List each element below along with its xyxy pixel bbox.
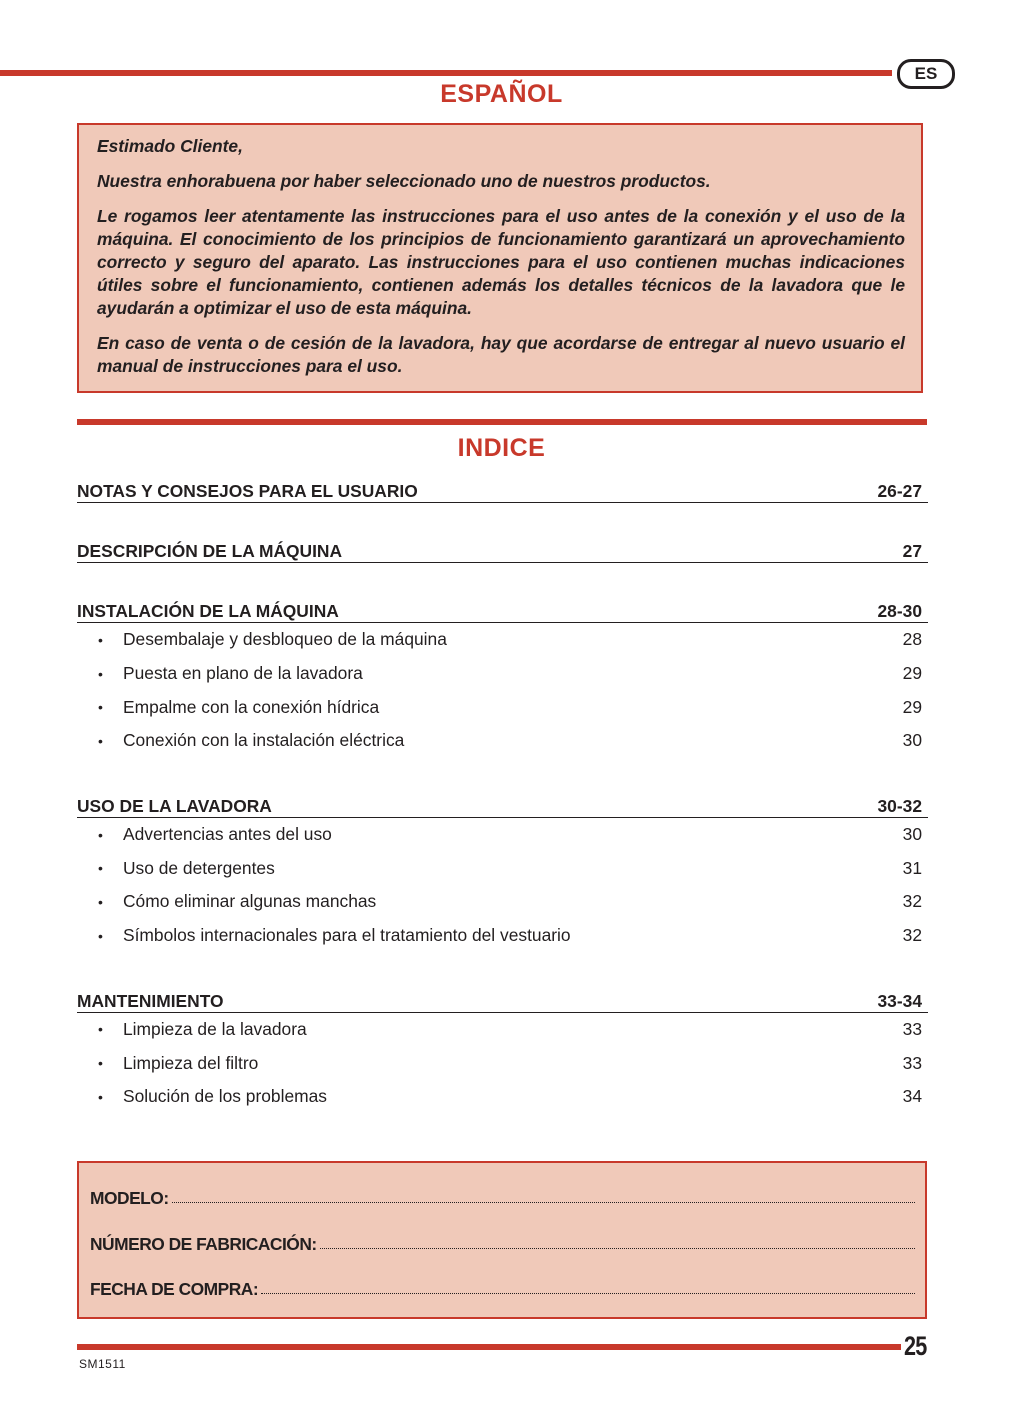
item-page: 33 <box>902 1018 922 1039</box>
page-number: 25 <box>904 1331 927 1361</box>
index-section <box>77 477 928 503</box>
serial-field <box>90 1229 915 1255</box>
intro-resale: En caso de venta o de cesión de la lavadora, hay que acordarse de entregar al nuevo usuario el manual de instrucciones para el uso. <box>97 333 905 376</box>
bullet-icon: • <box>98 1088 103 1105</box>
item-label: Empalme con la conexión hídrica <box>123 696 380 717</box>
item-page: 34 <box>902 1086 922 1107</box>
index-section-heading <box>77 537 928 563</box>
item-label: Limpieza de la lavadora <box>123 1018 307 1039</box>
item-label: Limpieza del filtro <box>123 1052 259 1073</box>
index-item <box>77 657 928 691</box>
bullet-icon: • <box>98 893 103 910</box>
language-badge: ES <box>897 59 955 89</box>
index-title: INDICE <box>457 434 546 462</box>
index-item <box>77 690 928 724</box>
index-section-heading <box>77 477 928 503</box>
bullet-icon: • <box>98 1021 103 1038</box>
item-label: Solución de los problemas <box>123 1086 327 1107</box>
bullet-icon: • <box>98 1055 103 1072</box>
document-code: SM1511 <box>79 1357 126 1371</box>
index-item <box>77 818 928 852</box>
section-title: NOTAS Y CONSEJOS PARA EL USUARIO <box>77 481 418 501</box>
index-item <box>77 623 928 657</box>
intro-instructions: Le rogamos leer atentamente las instrucciones para el uso antes de la conexión y el uso de la máquina. El conocimiento de los principios de funcionamiento garantizará un aprovechamiento correcto y seguro del aparato. Las instrucciones para el uso contienen muchas indicaciones útiles sobre el funcionamiento, contienen además los detalles técnicos de la lavadora que le ayudarán a optimizar el uso de esta máquina. <box>97 206 905 318</box>
item-label: Advertencias antes del uso <box>123 824 332 845</box>
intro-greeting: Estimado Cliente, <box>97 136 243 156</box>
index-section-heading <box>77 792 928 818</box>
index-item <box>77 1013 928 1047</box>
bullet-icon: • <box>98 699 103 716</box>
item-page: 28 <box>902 629 922 650</box>
index-item <box>77 919 928 953</box>
top-rule <box>0 70 892 76</box>
item-label: Cómo eliminar algunas manchas <box>123 891 377 912</box>
item-label: Desembalaje y desbloqueo de la máquina <box>123 629 447 650</box>
item-label: Puesta en plano de la lavadora <box>123 663 363 684</box>
item-page: 32 <box>902 891 922 912</box>
item-page: 31 <box>902 857 922 878</box>
section-pages: 30-32 <box>877 795 922 816</box>
index-item <box>77 724 928 758</box>
bullet-icon: • <box>98 631 103 648</box>
item-page: 33 <box>902 1052 922 1073</box>
serial-label: NÚMERO DE FABRICACIÓN: <box>90 1233 317 1254</box>
index-rule <box>77 419 927 425</box>
intro-box <box>77 123 923 393</box>
bullet-icon: • <box>98 732 103 749</box>
item-label: Símbolos internacionales para el tratamiento del vestuario <box>123 925 571 946</box>
section-title: USO DE LA LAVADORA <box>77 795 272 816</box>
item-page: 30 <box>902 824 922 845</box>
index-section <box>77 597 928 758</box>
item-label: Uso de detergentes <box>123 857 275 878</box>
section-pages: 33-34 <box>877 990 922 1011</box>
purchase-date-label: FECHA DE COMPRA: <box>90 1279 259 1299</box>
item-page: 29 <box>902 696 922 717</box>
index-item <box>77 1046 928 1080</box>
section-pages: 27 <box>902 541 922 561</box>
intro-congrats: Nuestra enhorabuena por haber seleccionado uno de nuestros productos. <box>97 171 711 191</box>
language-title: ESPAÑOL <box>440 80 563 108</box>
section-title: DESCRIPCIÓN DE LA MÁQUINA <box>77 541 343 561</box>
table-of-contents <box>77 477 928 1148</box>
bullet-icon: • <box>98 826 103 843</box>
item-page: 30 <box>902 730 922 751</box>
index-item <box>77 1080 928 1114</box>
section-pages: 26-27 <box>877 481 922 501</box>
bullet-icon: • <box>98 665 103 682</box>
model-dotted-line <box>172 1202 915 1203</box>
model-label: MODELO: <box>90 1188 169 1208</box>
model-field <box>90 1183 915 1209</box>
serial-dotted-line <box>320 1248 915 1249</box>
index-section <box>77 537 928 563</box>
index-section <box>77 792 928 953</box>
item-page: 29 <box>902 663 922 684</box>
item-label: Conexión con la instalación eléctrica <box>123 730 405 751</box>
index-section <box>77 987 928 1114</box>
index-section-heading <box>77 597 928 623</box>
purchase-date-field <box>90 1274 915 1300</box>
section-title: MANTENIMIENTO <box>77 990 224 1011</box>
section-pages: 28-30 <box>877 601 922 621</box>
bottom-rule <box>77 1344 901 1350</box>
index-item <box>77 851 928 885</box>
index-section-heading <box>77 987 928 1013</box>
purchase-date-dotted-line <box>261 1293 915 1294</box>
model-info-box <box>77 1161 927 1319</box>
section-title: INSTALACIÓN DE LA MÁQUINA <box>77 601 339 621</box>
bullet-icon: • <box>98 860 103 877</box>
item-page: 32 <box>902 925 922 946</box>
bullet-icon: • <box>98 927 103 944</box>
index-item <box>77 885 928 919</box>
